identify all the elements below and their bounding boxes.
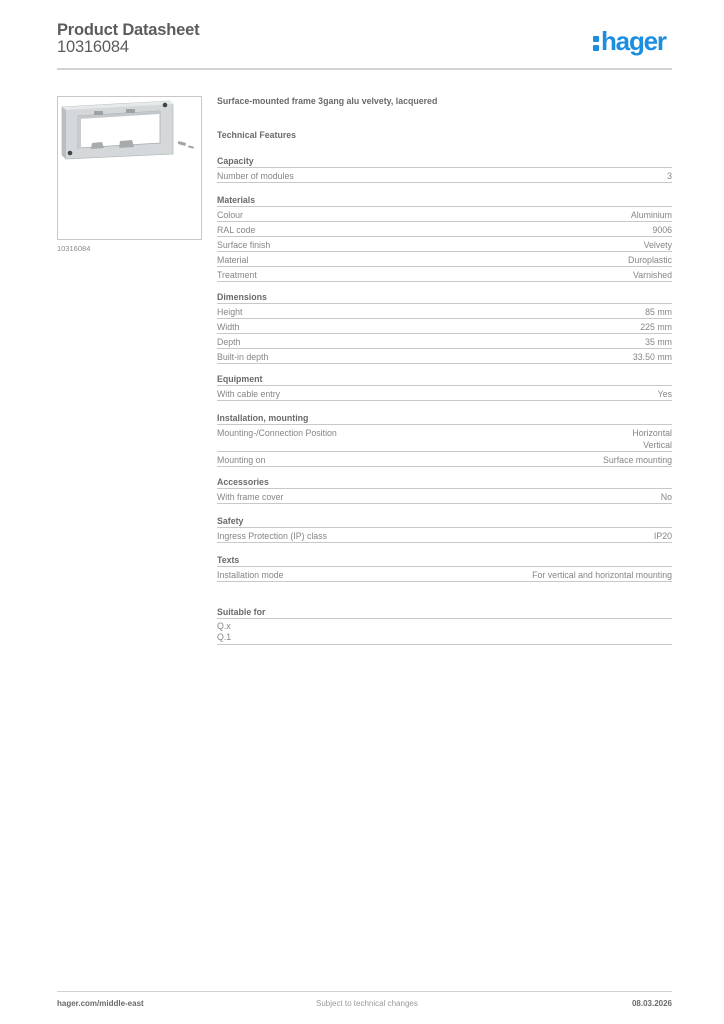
row-value-line: Horizontal (632, 427, 672, 438)
section-title: Dimensions (217, 291, 672, 304)
table-row (217, 425, 672, 452)
row-value: IP20 (653, 530, 672, 541)
row-label: Built-in depth (217, 351, 269, 362)
suitable-for-list (217, 619, 672, 645)
row-label: Installation mode (217, 569, 284, 580)
footer-divider (57, 991, 672, 992)
section-title: Capacity (217, 155, 672, 168)
row-label: With frame cover (217, 491, 284, 502)
section-equipment (217, 373, 672, 401)
row-value: Varnished (633, 269, 672, 280)
technical-features-title: Technical Features (217, 130, 297, 140)
section-capacity (217, 155, 672, 183)
row-label: Mounting on (217, 454, 266, 465)
footer-notice: Subject to technical changes (316, 999, 418, 1008)
row-label: RAL code (217, 224, 256, 235)
table-row (217, 319, 672, 334)
row-value: No (660, 491, 672, 502)
header-title: Product Datasheet (57, 21, 200, 39)
table-row (217, 267, 672, 282)
row-value: 9006 (652, 224, 672, 235)
section-title: Materials (217, 194, 672, 207)
table-row (217, 349, 672, 364)
row-label: Mounting-/Connection Position (217, 427, 337, 438)
section-title: Accessories (217, 476, 672, 489)
row-value: Yes (657, 388, 672, 399)
section-title: Equipment (217, 373, 672, 386)
logo-colon-icon (593, 33, 599, 52)
section-suitable-for (217, 606, 672, 645)
row-value (632, 427, 672, 451)
table-row (217, 222, 672, 237)
section-title: Suitable for (217, 606, 672, 619)
row-label: Number of modules (217, 170, 294, 181)
row-label: Colour (217, 209, 243, 220)
row-value: Surface mounting (603, 454, 672, 465)
table-row (217, 452, 672, 467)
hager-logo (593, 26, 666, 57)
header-product-number: 10316084 (57, 38, 129, 56)
table-row (217, 567, 672, 582)
table-row (217, 168, 672, 183)
row-label: With cable entry (217, 388, 281, 399)
row-value: 3 (667, 170, 672, 181)
section-safety (217, 515, 672, 543)
row-value: Duroplastic (627, 254, 672, 265)
header-divider (57, 68, 672, 70)
table-row (217, 489, 672, 504)
product-description: Surface-mounted frame 3gang alu velvety, lacquered (217, 96, 438, 106)
list-item: Q.1 (217, 632, 232, 642)
table-row (217, 252, 672, 267)
row-label: Depth (217, 336, 241, 347)
table-row (217, 237, 672, 252)
row-label: Width (217, 321, 240, 332)
table-row (217, 334, 672, 349)
section-texts (217, 554, 672, 582)
row-value: 33.50 mm (632, 351, 672, 362)
row-label: Surface finish (217, 239, 271, 250)
table-row (217, 304, 672, 319)
image-caption: 10316084 (57, 244, 91, 253)
row-value: 225 mm (640, 321, 672, 332)
table-row (217, 207, 672, 222)
row-value: Aluminium (630, 209, 672, 220)
row-label: Height (217, 306, 243, 317)
section-installation-mounting (217, 412, 672, 467)
section-title: Safety (217, 515, 672, 528)
table-row (217, 528, 672, 543)
section-accessories (217, 476, 672, 504)
frame-product-image (58, 97, 201, 239)
row-value: 35 mm (645, 336, 672, 347)
section-title: Installation, mounting (217, 412, 672, 425)
row-label: Treatment (217, 269, 257, 280)
logo-text: hager (601, 26, 666, 56)
product-image-box (57, 96, 202, 240)
section-materials (217, 194, 672, 282)
row-value: Velvety (643, 239, 672, 250)
row-label: Ingress Protection (IP) class (217, 530, 327, 541)
row-value-line: Vertical (643, 439, 672, 450)
footer-date: 08.03.2026 (631, 999, 672, 1008)
row-label: Material (217, 254, 249, 265)
row-value: For vertical and horizontal mounting (532, 569, 672, 580)
section-title: Texts (217, 554, 672, 567)
section-dimensions (217, 291, 672, 364)
table-row (217, 386, 672, 401)
footer-website: hager.com/middle-east (57, 999, 144, 1008)
row-value: 85 mm (645, 306, 672, 317)
list-item: Q.x (217, 621, 231, 631)
